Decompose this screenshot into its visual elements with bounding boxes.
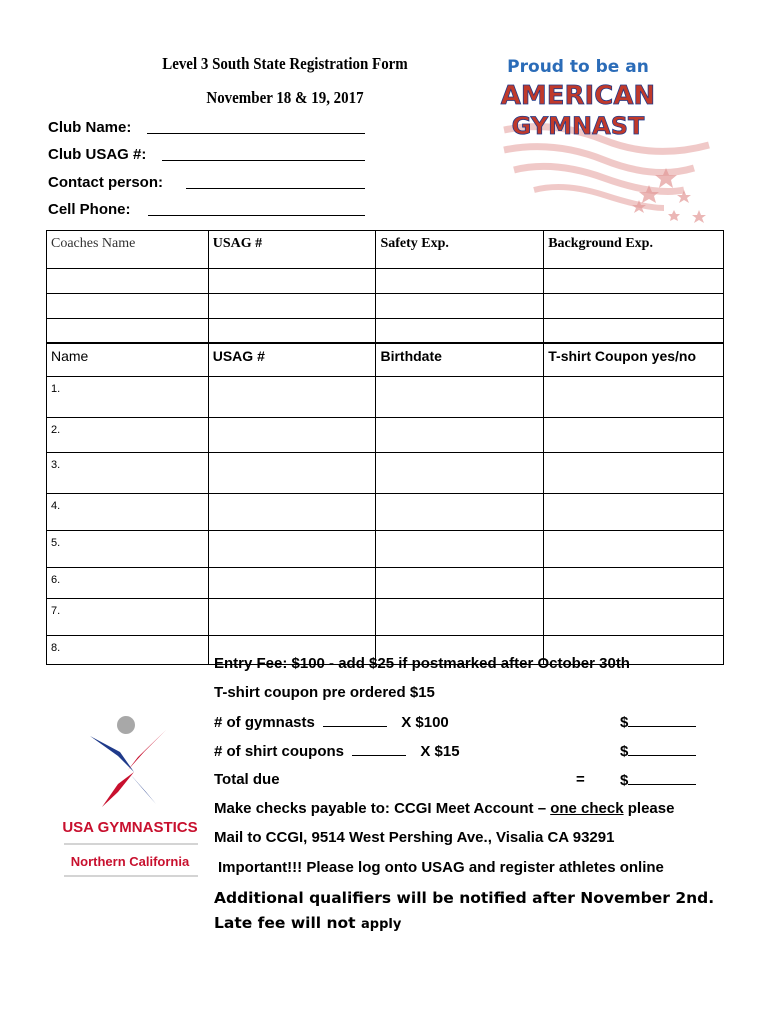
table-row xyxy=(47,418,724,453)
table-row xyxy=(47,568,724,599)
flag-logo-line2: AMERICAN xyxy=(500,81,656,111)
table-cell[interactable] xyxy=(544,319,724,344)
usag-logo-line1: USA GYMNASTICS xyxy=(62,819,198,836)
table-cell[interactable] xyxy=(208,453,376,494)
coaches-background-header: Background Exp. xyxy=(544,231,724,269)
table-cell[interactable] xyxy=(208,418,376,453)
checks-prefix: Make checks payable to: CCGI Meet Account – xyxy=(214,800,551,817)
table-cell[interactable] xyxy=(208,294,376,319)
table-cell[interactable] xyxy=(208,494,376,531)
dollar-sign: $ xyxy=(620,714,629,731)
gymnasts-rate: X $100 xyxy=(401,714,449,731)
coaches-table xyxy=(46,230,724,344)
table-cell[interactable] xyxy=(47,294,209,319)
table-row xyxy=(47,269,724,294)
coupons-count-row xyxy=(214,742,704,760)
table-row xyxy=(47,494,724,531)
coaches-name-header: Coaches Name xyxy=(47,231,209,269)
table-cell[interactable] xyxy=(376,494,544,531)
table-cell[interactable] xyxy=(208,319,376,344)
club-name-label: Club Name: xyxy=(48,119,132,136)
table-cell[interactable] xyxy=(376,269,544,294)
table-cell[interactable] xyxy=(544,294,724,319)
contact-row xyxy=(48,174,163,191)
table-cell[interactable] xyxy=(208,269,376,294)
table-row xyxy=(47,319,724,344)
mail-address-text: Mail to CCGI, 9514 West Pershing Ave., Visalia CA 93291 xyxy=(214,829,615,846)
club-usag-label: Club USAG #: xyxy=(48,146,147,163)
cell-field[interactable] xyxy=(148,201,365,216)
gymnast-name-header: Name xyxy=(47,343,209,377)
qualifiers-note-main: Additional qualifiers will be notified after November 2nd. Late fee will not xyxy=(214,889,715,932)
table-cell[interactable] xyxy=(208,568,376,599)
table-row xyxy=(47,377,724,418)
club-name-row xyxy=(48,119,131,136)
table-cell[interactable] xyxy=(544,599,724,636)
gymnasts-amount-field[interactable] xyxy=(628,713,696,727)
gymnast-birthdate-header: Birthdate xyxy=(376,343,544,377)
table-cell[interactable] xyxy=(544,568,724,599)
total-amount-field[interactable] xyxy=(628,771,696,785)
table-cell[interactable] xyxy=(376,531,544,568)
equals-sign: = xyxy=(576,771,585,788)
coupons-count-label: # of shirt coupons xyxy=(214,743,345,760)
table-cell[interactable] xyxy=(376,377,544,418)
cell-label: Cell Phone: xyxy=(48,201,131,218)
gymnasts-count-row xyxy=(214,713,704,731)
qualifiers-note-small: apply xyxy=(360,917,402,932)
table-cell[interactable] xyxy=(376,418,544,453)
flag-logo-line3: GYMNAST xyxy=(511,112,645,140)
qualifiers-note xyxy=(214,886,734,937)
entry-fee-text: Entry Fee: $100 - add $25 if postmarked after October 30th xyxy=(214,655,630,672)
usag-logo-line2: Northern California xyxy=(70,854,190,869)
coupons-count-field[interactable] xyxy=(352,742,406,756)
table-row xyxy=(47,531,724,568)
row-number[interactable]: 5. xyxy=(47,531,209,568)
contact-label: Contact person: xyxy=(48,174,164,191)
coupons-rate: X $15 xyxy=(420,743,460,760)
row-number[interactable]: 6. xyxy=(47,568,209,599)
gymnasts-table xyxy=(46,342,724,665)
table-cell[interactable] xyxy=(376,319,544,344)
row-number[interactable]: 8. xyxy=(47,636,209,665)
table-cell[interactable] xyxy=(376,453,544,494)
table-row xyxy=(47,294,724,319)
total-label: Total due xyxy=(214,771,280,788)
table-cell[interactable] xyxy=(47,269,209,294)
gymnasts-count-field[interactable] xyxy=(323,713,387,727)
row-number[interactable]: 1. xyxy=(47,377,209,418)
total-row xyxy=(214,771,704,788)
table-cell[interactable] xyxy=(376,294,544,319)
club-usag-row xyxy=(48,146,146,163)
table-cell[interactable] xyxy=(544,269,724,294)
checks-suffix: please xyxy=(623,800,675,817)
club-name-field[interactable] xyxy=(147,119,365,134)
coupons-amount-field[interactable] xyxy=(628,742,696,756)
coaches-safety-header: Safety Exp. xyxy=(376,231,544,269)
row-number[interactable]: 7. xyxy=(47,599,209,636)
dollar-sign: $ xyxy=(620,743,629,760)
gymnast-tshirt-header: T-shirt Coupon yes/no xyxy=(544,343,724,377)
form-title: Level 3 South State Registration Form xyxy=(162,54,408,73)
checks-payable-text xyxy=(214,800,674,817)
dollar-sign: $ xyxy=(620,772,629,789)
table-row xyxy=(47,599,724,636)
checks-emphasis: one check xyxy=(550,800,624,817)
gymnast-usag-header: USAG # xyxy=(208,343,376,377)
gymnasts-count-label: # of gymnasts xyxy=(214,714,315,731)
contact-field[interactable] xyxy=(186,174,365,189)
coaches-usag-header: USAG # xyxy=(208,231,376,269)
row-number[interactable]: 2. xyxy=(47,418,209,453)
cell-row xyxy=(48,201,131,218)
table-cell[interactable] xyxy=(47,319,209,344)
table-cell[interactable] xyxy=(544,494,724,531)
row-number[interactable]: 4. xyxy=(47,494,209,531)
table-cell[interactable] xyxy=(544,377,724,418)
coaches-header-row xyxy=(47,231,724,269)
table-cell[interactable] xyxy=(544,418,724,453)
proud-american-gymnast-logo xyxy=(494,50,714,230)
important-text: Important!!! Please log onto USAG and register athletes online xyxy=(218,859,664,876)
event-date: November 18 & 19, 2017 xyxy=(206,88,364,107)
gymnasts-header-row xyxy=(47,343,724,377)
table-cell[interactable] xyxy=(208,377,376,418)
club-usag-field[interactable] xyxy=(162,146,365,161)
table-cell[interactable] xyxy=(544,453,724,494)
flag-logo-line1: Proud to be an xyxy=(507,57,649,77)
tshirt-price-text: T-shirt coupon pre ordered $15 xyxy=(214,684,435,701)
table-cell[interactable] xyxy=(208,599,376,636)
usa-gymnastics-logo xyxy=(58,712,208,882)
table-cell[interactable] xyxy=(376,568,544,599)
row-number[interactable]: 3. xyxy=(47,453,209,494)
table-cell[interactable] xyxy=(208,531,376,568)
table-cell[interactable] xyxy=(376,599,544,636)
table-row xyxy=(47,453,724,494)
table-cell[interactable] xyxy=(544,531,724,568)
